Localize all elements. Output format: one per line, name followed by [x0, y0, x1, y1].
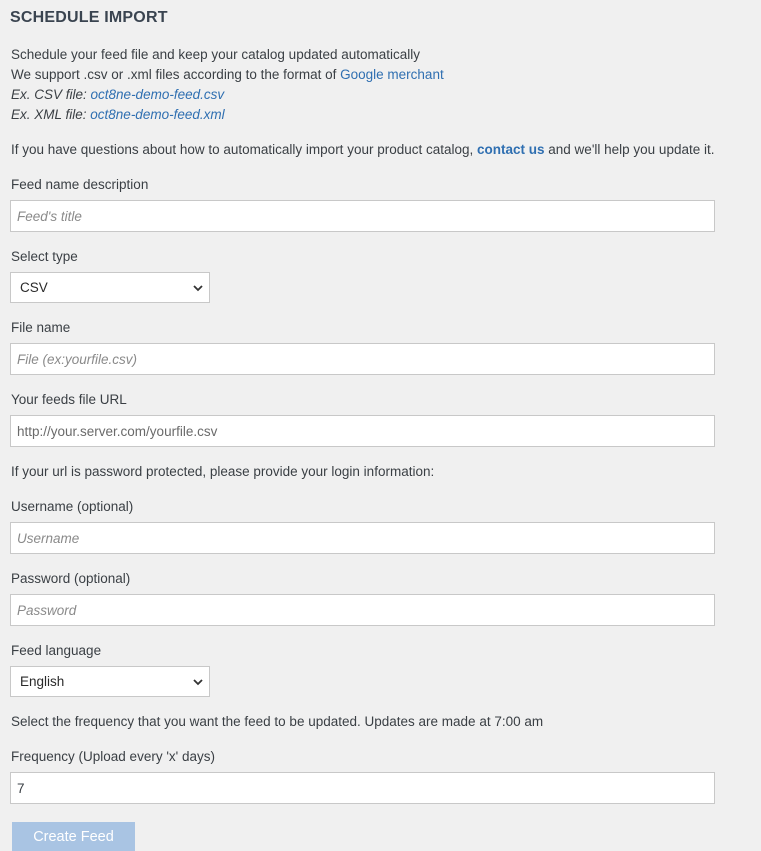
frequency-input[interactable] [10, 772, 715, 804]
file-name-input[interactable] [10, 343, 715, 375]
language-label: Feed language [11, 643, 102, 658]
csv-example-link[interactable]: oct8ne-demo-feed.csv [90, 87, 225, 102]
feed-url-label: Your feeds file URL [11, 392, 127, 407]
feed-name-label: Feed name description [11, 177, 149, 192]
language-select[interactable] [10, 666, 210, 697]
frequency-label: Frequency (Upload every 'x' days) [11, 749, 215, 764]
help-prefix: If you have questions about how to automatically import your product catalog, [11, 142, 478, 157]
chevron-down-icon [192, 282, 204, 294]
type-select[interactable] [10, 272, 210, 303]
format-text [11, 67, 444, 82]
type-select-value: CSV [20, 280, 48, 295]
xml-example-prefix: Ex. XML file: [11, 107, 91, 122]
feed-url-input[interactable] [10, 415, 715, 447]
intro-text: Schedule your feed file and keep your catalog updated automatically [11, 47, 421, 62]
language-select-value: English [20, 674, 65, 689]
feed-name-input[interactable] [10, 200, 715, 232]
file-name-label: File name [11, 320, 71, 335]
csv-example [11, 87, 224, 102]
xml-example [11, 107, 225, 122]
csv-example-prefix: Ex. CSV file: [11, 87, 91, 102]
password-label: Password (optional) [11, 571, 131, 586]
chevron-down-icon [192, 676, 204, 688]
contact-us-link[interactable]: contact us [477, 142, 545, 157]
google-merchant-link[interactable]: Google merchant [340, 67, 444, 82]
xml-example-link[interactable]: oct8ne-demo-feed.xml [90, 107, 225, 122]
page-title: SCHEDULE IMPORT [10, 9, 168, 26]
username-input[interactable] [10, 522, 715, 554]
login-note: If your url is password protected, please provide your login information: [11, 464, 435, 479]
type-label: Select type [11, 249, 78, 264]
create-feed-button[interactable]: Create Feed [12, 822, 135, 851]
format-prefix: We support .csv or .xml files according to the format of [11, 67, 341, 82]
help-suffix: and we'll help you update it. [544, 142, 715, 157]
frequency-note: Select the frequency that you want the feed to be updated. Updates are made at 7:00 am [11, 714, 544, 729]
username-label: Username (optional) [11, 499, 134, 514]
password-input[interactable] [10, 594, 715, 626]
help-text [11, 142, 714, 157]
